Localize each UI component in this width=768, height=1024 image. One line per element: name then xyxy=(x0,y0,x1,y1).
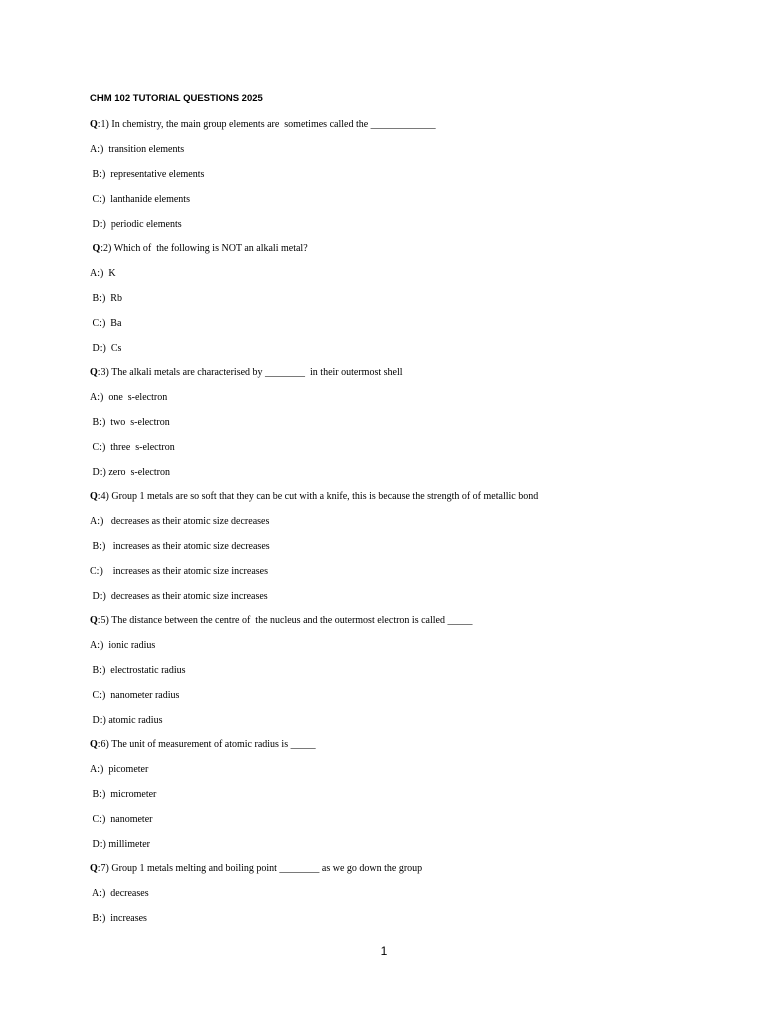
question-text: :1) In chemistry, the main group elements are sometimes called the _____________ xyxy=(97,119,436,130)
question-text: :2) Which of the following is NOT an alkali metal? xyxy=(100,243,308,254)
question-text: :7) Group 1 metals melting and boiling point ________ as we go down the group xyxy=(97,863,423,874)
question-text: :6) The unit of measurement of atomic radius is _____ xyxy=(97,739,316,750)
question-3-option-a: A:) one s-electron xyxy=(90,392,168,403)
question-5-option-b: B:) electrostatic radius xyxy=(90,665,186,676)
question-1-option-a: A:) transition elements xyxy=(90,144,185,155)
question-3-option-c: C:) three s-electron xyxy=(90,442,175,453)
question-prefix: Q xyxy=(90,491,98,502)
question-prefix: Q xyxy=(90,119,98,130)
question-5-option-a: A:) ionic radius xyxy=(90,640,156,651)
question-2-option-c: C:) Ba xyxy=(90,318,122,329)
question-3-option-b: B:) two s-electron xyxy=(90,417,170,428)
question-6-option-c: C:) nanometer xyxy=(90,814,153,825)
question-prefix: Q xyxy=(90,367,98,378)
question-prefix: Q xyxy=(90,863,98,874)
question-prefix: Q xyxy=(90,615,98,626)
question-1 xyxy=(90,119,436,131)
question-4-option-b: B:) increases as their atomic size decreases xyxy=(90,541,270,552)
question-3-option-d: D:) zero s-electron xyxy=(90,467,170,478)
question-1-option-d: D:) periodic elements xyxy=(90,219,182,230)
question-5-option-c: C:) nanometer radius xyxy=(90,690,180,701)
question-5-option-d: D:) atomic radius xyxy=(90,715,163,726)
question-7 xyxy=(90,863,422,875)
question-7-option-a: A:) decreases xyxy=(90,888,149,899)
question-prefix: Q xyxy=(90,243,101,254)
question-7-option-b: B:) increases xyxy=(90,913,147,924)
document-title: CHM 102 TUTORIAL QUESTIONS 2025 xyxy=(90,93,263,104)
question-4-option-a: A:) decreases as their atomic size decreases xyxy=(90,516,270,527)
question-2-option-d: D:) Cs xyxy=(90,343,122,354)
question-2-option-a: A:) K xyxy=(90,268,116,279)
page-number: 1 xyxy=(380,944,388,958)
question-5 xyxy=(90,615,472,627)
question-6-option-a: A:) picometer xyxy=(90,764,149,775)
question-4-option-d: D:) decreases as their atomic size increases xyxy=(90,591,268,602)
question-3 xyxy=(90,367,403,379)
question-text: :5) The distance between the centre of the nucleus and the outermost electron is called _____ xyxy=(97,615,473,626)
question-prefix: Q xyxy=(90,739,98,750)
question-text: :4) Group 1 metals are so soft that they can be cut with a knife, this is because the strength of of metallic bond xyxy=(97,491,539,502)
question-4 xyxy=(90,491,538,503)
question-text: :3) The alkali metals are characterised by ________ in their outermost shell xyxy=(97,367,403,378)
question-6-option-d: D:) millimeter xyxy=(90,839,150,850)
question-1-option-b: B:) representative elements xyxy=(90,169,205,180)
question-6-option-b: B:) micrometer xyxy=(90,789,157,800)
question-6 xyxy=(90,739,316,751)
question-2-option-b: B:) Rb xyxy=(90,293,122,304)
question-4-option-c: C:) increases as their atomic size increases xyxy=(90,566,268,577)
question-1-option-c: C:) lanthanide elements xyxy=(90,194,190,205)
question-2 xyxy=(90,243,308,255)
